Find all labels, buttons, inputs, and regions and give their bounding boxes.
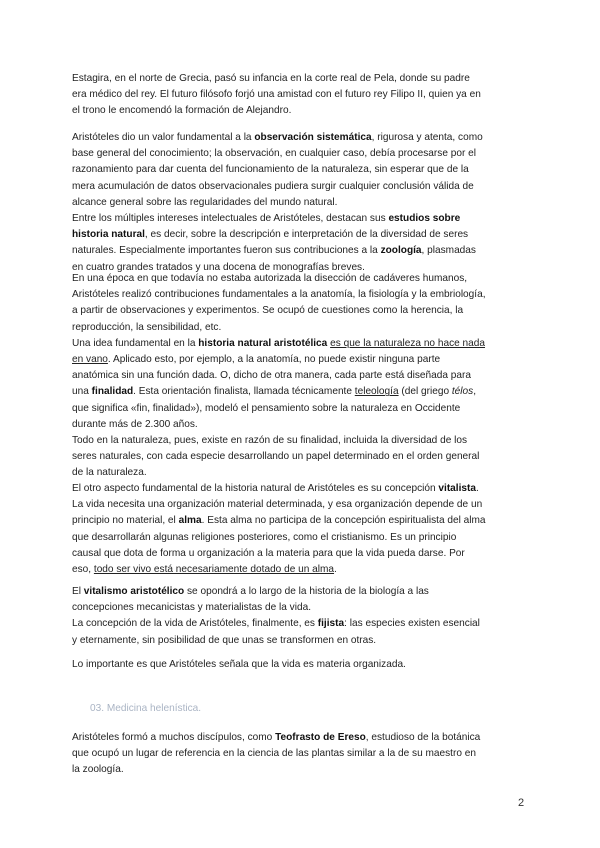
bold-term: finalidad [91, 386, 134, 398]
bold-term: vitalista [438, 483, 476, 494]
italic-term: télos [451, 386, 474, 398]
underlined-text: es que la naturaleza no hace nada [330, 337, 486, 349]
text-line: de la naturaleza. [72, 467, 147, 479]
paragraph-observacion [72, 130, 528, 276]
text-line: La concepción de la vida de Aristóteles, finalmente, es fijista: las especies existen esencial [72, 618, 480, 630]
text-line: base general del conocimiento; la observación, en cualquier caso, debía procesarse por el [72, 148, 476, 160]
text-line: Aristóteles dio un valor fundamental a la observación sistemática, rigurosa y atenta, como [72, 132, 483, 143]
text-line: y eternamente, sin posibilidad de que unas se transformen en otras. [72, 634, 377, 646]
text-line: alcance general sobre las regularidades del mundo natural. [72, 196, 338, 208]
text-line: Estagira, en el norte de Grecia, pasó su infancia en la corte real de Pela, donde su padre [72, 73, 470, 84]
paragraph-teofrasto [72, 730, 528, 779]
text-line: que ocupó un lugar de referencia en la ciencia de las plantas similar a la de su maestro en [72, 748, 476, 760]
text-line: a partir de observaciones y experimentos. Se ocupó de cuestiones como la herencia, la [72, 305, 464, 317]
text-line: Todo en la naturaleza, pues, existe en razón de su finalidad, incluida la diversidad de los [72, 435, 468, 447]
paragraph-conclusion [72, 657, 528, 673]
underlined-text: teleología [354, 386, 399, 398]
bold-term: vitalismo aristotélico [83, 586, 185, 597]
paragraph-vitalista [72, 481, 528, 578]
bold-term: alma [178, 515, 202, 527]
text-line: anatómica sin una función dada. O, dicho de otra manera, cada parte está diseñada para [72, 370, 471, 382]
text-line: El vitalismo aristotélico se opondrá a lo largo de la historia de la biología a las [72, 586, 429, 597]
text-line: Entre los múltiples intereses intelectuales de Aristóteles, destacan sus estudios sobre [72, 213, 461, 225]
text-line: Lo importante es que Aristóteles señala que la vida es materia organizada. [72, 659, 406, 670]
bold-term: zoología [380, 245, 422, 257]
text-line: Aristóteles formó a muchos discípulos, como Teofrasto de Ereso, estudioso de la botánica [72, 732, 481, 743]
text-line: causal que dota de forma u organización a la materia para que la vida pueda darse. Por [72, 547, 465, 559]
text-line: historia natural, es decir, sobre la descripción e interpretación de la diversidad de seres [72, 229, 469, 241]
paragraph-estagira [72, 71, 528, 120]
text-line: el trono le encomendó la formación de Alejandro. [72, 105, 292, 117]
text-line: concepciones mecanicistas y materialistas de la vida. [72, 602, 311, 614]
paragraph-anatomia [72, 271, 528, 482]
text-line: era médico del rey. El futuro filósofo forjó una amistad con el futuro rey Filipo II, quien ya en [72, 89, 481, 101]
text-line: En una época en que todavía no estaba autorizada la disección de cadáveres humanos, [72, 273, 468, 284]
text-line: durante más de 2.300 años. [72, 418, 198, 430]
text-line: que desarrollarán algunas religiones posteriores, como el cristianismo. Es un principio [72, 531, 457, 543]
bold-term: historia natural aristotélica [198, 337, 328, 349]
text-line: naturales. Especialmente importantes fueron sus contribuciones a la zoología, plasmadas [72, 245, 476, 257]
text-line: La vida necesita una organización material determinada, y esa organización depende de un [72, 499, 483, 511]
page-number: 2 [518, 797, 525, 809]
bold-term: Teofrasto de Ereso [275, 732, 366, 743]
text-line: la zoología. [72, 764, 124, 776]
text-line: Aristóteles realizó contribuciones fundamentales a la anatomía, la fisiología y la embriología, [72, 289, 486, 301]
text-line: reproducción, la sensibilidad, etc. [72, 321, 222, 333]
text-line: en vano. Aplicado esto, por ejemplo, a la anatomía, no puede existir ninguna parte [72, 354, 441, 366]
text-line: razonamiento para dar cuenta del funcionamiento de la naturaleza, sin esperar que de la [72, 164, 469, 176]
bold-term: observación sistemática [254, 132, 372, 143]
text-line: mera acumulación de datos observacionales pudiera surgir cualquier conclusión válida de [72, 180, 474, 192]
text-line: que significa «fin, finalidad»), modeló el pensamiento sobre la naturaleza en Occidente [72, 402, 461, 414]
text-line: Una idea fundamental en la historia natural aristotélica es que la naturaleza no hace nada [72, 337, 486, 349]
underlined-text: en vano [72, 354, 108, 366]
bold-term: historia natural [72, 229, 145, 241]
text-line: una finalidad. Esta orientación finalista, llamada técnicamente teleología (del griego télos, [72, 386, 477, 398]
text-line: eso, todo ser vivo está necesariamente dotado de un alma. [72, 564, 337, 576]
text-line: El otro aspecto fundamental de la historia natural de Aristóteles es su concepción vitalista. [72, 483, 479, 494]
text-line: en cuatro grandes tratados y una docena de monografías breves. [72, 261, 365, 273]
paragraph-vitalismo [72, 584, 528, 649]
underlined-text: todo ser vivo está necesariamente dotado de un alma [93, 564, 335, 576]
text-line: principio no material, el alma. Esta alma no participa de la concepción espiritualista del alma [72, 515, 486, 527]
bold-term: fijista [317, 618, 345, 630]
section-heading: 03. Medicina helenística. [90, 703, 202, 714]
bold-term: estudios sobre [388, 213, 461, 225]
text-line: seres naturales, con cada especie desarrollando un papel determinado en el orden general [72, 451, 480, 463]
